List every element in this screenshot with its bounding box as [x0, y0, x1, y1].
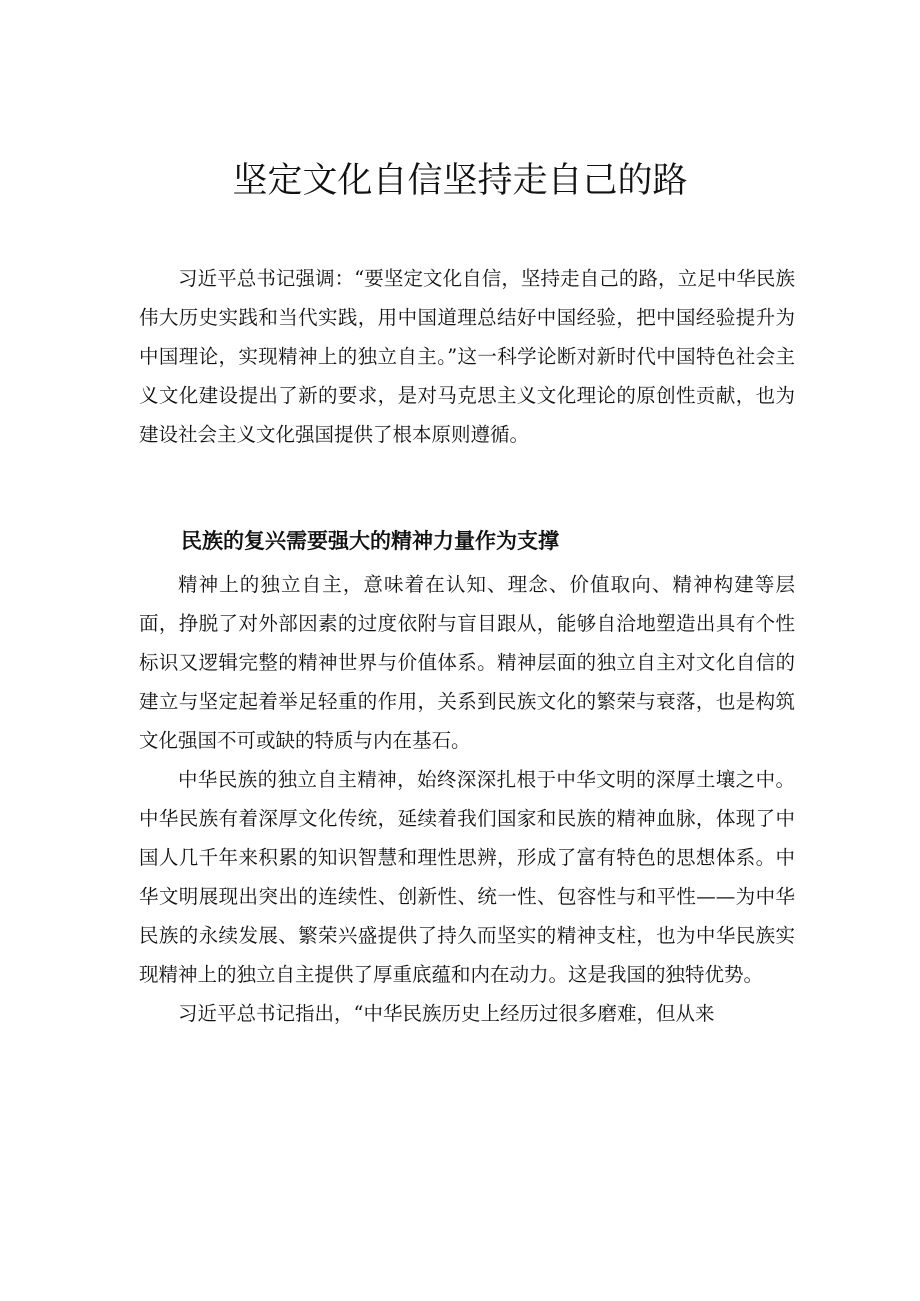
document-title: 坚定文化自信坚持走自己的路 [232, 161, 688, 201]
section-heading: 民族的复兴需要强大的精神力量作为支撑 [181, 529, 559, 553]
paragraph-section-2: 中华民族的独立自主精神，始终深深扎根于中华文明的深厚土壤之中。中华民族有着深厚文化传统，延续着我们国家和民族的精神血脉，体现了中国人几千年来积累的知识智慧和理性思辨，形成了富有特色的思想体系。中华文明展现出突出的连续性、创新性、统一性、包容性与和平性——为中华民族的永续发展、繁荣兴盛提供了持久而坚实的精神支柱，也为中华民族实现精神上的独立自主提供了厚重底蕴和内在动力。这是我国的独特优势。 [139, 768, 795, 986]
paragraph-intro: 习近平总书记强调：“要坚定文化自信，坚持走自己的路，立足中华民族伟大历史实践和当代实践，用中国道理总结好中国经验，把中国经验提升为中国理论，实现精神上的独立自主。”这一科学论断对新时代中国特色社会主义文化建设提出了新的要求，是对马克思主义文化理论的原创性贡献，也为建设社会主义文化强国提供了根本原则遵循。 [139, 267, 795, 446]
paragraph-section-3: 习近平总书记指出，“中华民族历史上经历过很多磨难，但从来 [178, 1002, 715, 1025]
section-block [139, 519, 795, 1033]
intro-block [139, 259, 795, 454]
paragraph-section-1: 精神上的独立自主，意味着在认知、理念、价值取向、精神构建等层面，挣脱了对外部因素的过度依附与盲目跟从，能够自洽地塑造出具有个性标识又逻辑完整的精神世界与价值体系。精神层面的独立自主对文化自信的建立与坚定起着举足轻重的作用，关系到民族文化的繁荣与衰落，也是构筑文化强国不可或缺的特质与内在基石。 [139, 573, 795, 752]
